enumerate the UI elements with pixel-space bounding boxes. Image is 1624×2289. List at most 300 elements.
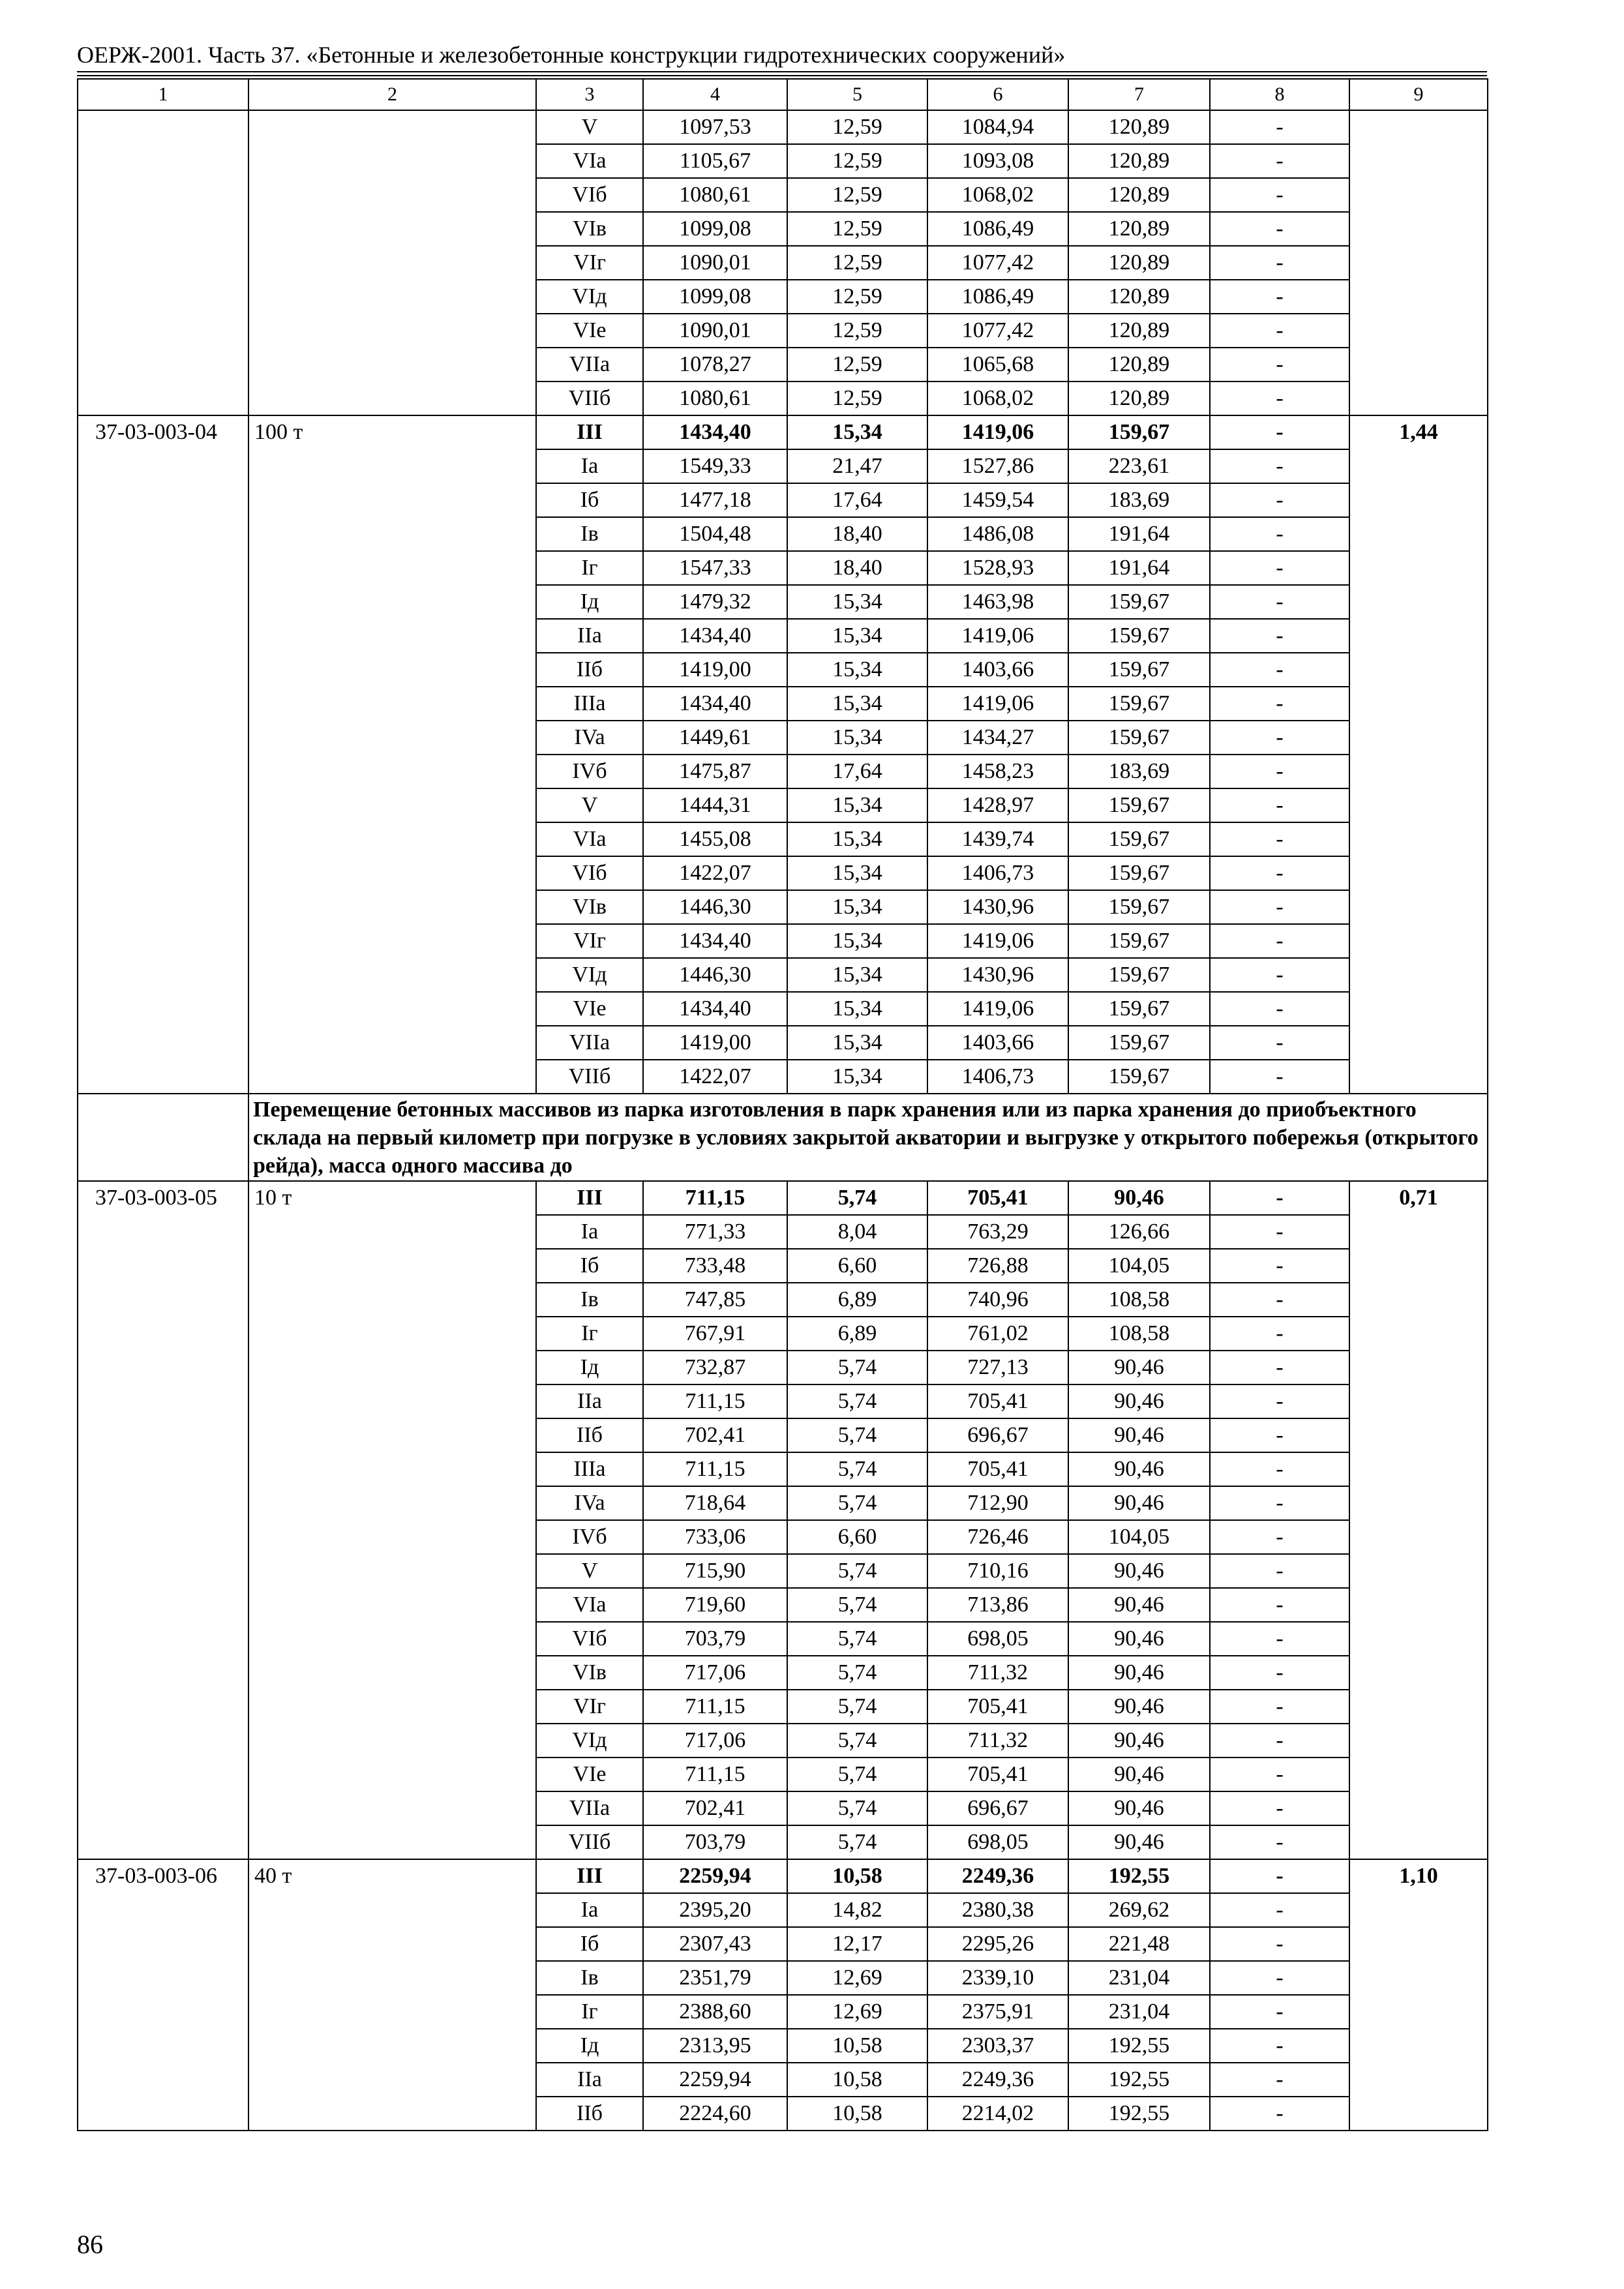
zone-cell: VIд	[536, 1724, 643, 1758]
zone-cell: IVa	[536, 1486, 643, 1520]
direct-cost-cell: 1097,53	[643, 110, 787, 144]
machinist-wages-cell: 159,67	[1068, 721, 1210, 755]
machine-cost-cell: 1403,66	[927, 1026, 1068, 1060]
materials-cell: -	[1210, 1452, 1349, 1486]
zone-cell: V	[536, 788, 643, 822]
column-number: 9	[1349, 79, 1488, 110]
wages-cell: 15,34	[787, 924, 927, 958]
machinist-wages-cell: 104,05	[1068, 1249, 1210, 1283]
header-rule-top	[77, 71, 1487, 72]
materials-cell: -	[1210, 1317, 1349, 1351]
machinist-wages-cell: 159,67	[1068, 788, 1210, 822]
machine-cost-cell: 2295,26	[927, 1927, 1068, 1961]
machinist-wages-cell: 90,46	[1068, 1622, 1210, 1656]
wages-cell: 6,60	[787, 1249, 927, 1283]
materials-cell: -	[1210, 1758, 1349, 1791]
column-number-row	[78, 79, 1488, 110]
wages-cell: 5,74	[787, 1418, 927, 1452]
wages-cell: 15,34	[787, 1060, 927, 1094]
materials-cell: -	[1210, 415, 1349, 449]
table-row	[78, 110, 1488, 144]
machine-cost-cell: 696,67	[927, 1791, 1068, 1825]
column-number: 7	[1068, 79, 1210, 110]
wages-cell: 12,17	[787, 1927, 927, 1961]
table-body	[78, 79, 1488, 2131]
machinist-wages-cell: 90,46	[1068, 1758, 1210, 1791]
direct-cost-cell: 1099,08	[643, 212, 787, 246]
materials-cell: -	[1210, 1283, 1349, 1317]
direct-cost-cell: 1422,07	[643, 856, 787, 890]
machine-cost-cell: 727,13	[927, 1351, 1068, 1384]
direct-cost-cell: 1549,33	[643, 449, 787, 483]
machinist-wages-cell: 191,64	[1068, 551, 1210, 585]
wages-cell: 5,74	[787, 1622, 927, 1656]
zone-cell: III	[536, 415, 643, 449]
machine-cost-cell: 705,41	[927, 1690, 1068, 1724]
materials-cell: -	[1210, 1026, 1349, 1060]
zone-cell: Iд	[536, 1351, 643, 1384]
direct-cost-cell: 2307,43	[643, 1927, 787, 1961]
materials-cell: -	[1210, 755, 1349, 788]
machine-cost-cell: 1084,94	[927, 110, 1068, 144]
machinist-wages-cell: 159,67	[1068, 1060, 1210, 1094]
materials-cell: -	[1210, 1995, 1349, 2029]
machinist-wages-cell: 159,67	[1068, 585, 1210, 619]
wages-cell: 5,74	[787, 1181, 927, 1215]
column-number: 8	[1210, 79, 1349, 110]
machinist-wages-cell: 159,67	[1068, 958, 1210, 992]
materials-cell: -	[1210, 1927, 1349, 1961]
direct-cost-cell: 1479,32	[643, 585, 787, 619]
direct-cost-cell: 2388,60	[643, 1995, 787, 2029]
machinist-wages-cell: 192,55	[1068, 2029, 1210, 2063]
machine-cost-cell: 1403,66	[927, 653, 1068, 687]
machine-cost-cell: 1419,06	[927, 415, 1068, 449]
wages-cell: 5,74	[787, 1825, 927, 1859]
zone-cell: IIб	[536, 653, 643, 687]
column-number: 2	[248, 79, 536, 110]
section-code-cell	[78, 1094, 248, 1181]
direct-cost-cell: 1446,30	[643, 890, 787, 924]
machinist-wages-cell: 120,89	[1068, 382, 1210, 415]
wages-cell: 5,74	[787, 1588, 927, 1622]
materials-cell: -	[1210, 687, 1349, 721]
machinist-wages-cell: 159,67	[1068, 653, 1210, 687]
zone-cell: VIe	[536, 1758, 643, 1791]
wages-cell: 15,34	[787, 958, 927, 992]
zone-cell: VIг	[536, 1690, 643, 1724]
materials-cell: -	[1210, 280, 1349, 314]
wages-cell: 12,59	[787, 178, 927, 212]
labor-cost-cell	[1349, 110, 1488, 415]
direct-cost-cell: 711,15	[643, 1452, 787, 1486]
direct-cost-cell: 2259,94	[643, 2063, 787, 2097]
machinist-wages-cell: 231,04	[1068, 1961, 1210, 1995]
direct-cost-cell: 2395,20	[643, 1893, 787, 1927]
machine-cost-cell: 763,29	[927, 1215, 1068, 1249]
wages-cell: 18,40	[787, 517, 927, 551]
zone-cell: VIIб	[536, 382, 643, 415]
machinist-wages-cell: 120,89	[1068, 144, 1210, 178]
machinist-wages-cell: 104,05	[1068, 1520, 1210, 1554]
wages-cell: 10,58	[787, 2029, 927, 2063]
machinist-wages-cell: 223,61	[1068, 449, 1210, 483]
machinist-wages-cell: 159,67	[1068, 856, 1210, 890]
machinist-wages-cell: 120,89	[1068, 110, 1210, 144]
zone-cell: VIe	[536, 992, 643, 1026]
zone-cell: Iд	[536, 585, 643, 619]
section-heading-row	[78, 1094, 1488, 1181]
zone-cell: VIг	[536, 246, 643, 280]
wages-cell: 6,89	[787, 1283, 927, 1317]
column-number: 5	[787, 79, 927, 110]
wages-cell: 15,34	[787, 788, 927, 822]
rate-name: 100 т	[248, 415, 536, 1094]
materials-cell: -	[1210, 1249, 1349, 1283]
direct-cost-cell: 1434,40	[643, 619, 787, 653]
machinist-wages-cell: 90,46	[1068, 1351, 1210, 1384]
direct-cost-cell: 702,41	[643, 1418, 787, 1452]
machine-cost-cell: 698,05	[927, 1825, 1068, 1859]
machinist-wages-cell: 120,89	[1068, 178, 1210, 212]
zone-cell: IVб	[536, 1520, 643, 1554]
rates-table	[77, 78, 1488, 2131]
direct-cost-cell: 1422,07	[643, 1060, 787, 1094]
direct-cost-cell: 2351,79	[643, 1961, 787, 1995]
zone-cell: Ia	[536, 449, 643, 483]
machinist-wages-cell: 90,46	[1068, 1825, 1210, 1859]
wages-cell: 17,64	[787, 755, 927, 788]
wages-cell: 5,74	[787, 1351, 927, 1384]
wages-cell: 14,82	[787, 1893, 927, 1927]
machinist-wages-cell: 159,67	[1068, 1026, 1210, 1060]
machinist-wages-cell: 183,69	[1068, 483, 1210, 517]
materials-cell: -	[1210, 1656, 1349, 1690]
materials-cell: -	[1210, 1588, 1349, 1622]
machine-cost-cell: 711,32	[927, 1656, 1068, 1690]
table-row	[78, 415, 1488, 449]
direct-cost-cell: 732,87	[643, 1351, 787, 1384]
materials-cell: -	[1210, 382, 1349, 415]
machinist-wages-cell: 120,89	[1068, 212, 1210, 246]
wages-cell: 5,74	[787, 1758, 927, 1791]
zone-cell: VIIб	[536, 1825, 643, 1859]
machinist-wages-cell: 90,46	[1068, 1452, 1210, 1486]
wages-cell: 15,34	[787, 822, 927, 856]
materials-cell: -	[1210, 992, 1349, 1026]
materials-cell: -	[1210, 856, 1349, 890]
zone-cell: VIд	[536, 280, 643, 314]
direct-cost-cell: 733,48	[643, 1249, 787, 1283]
wages-cell: 12,59	[787, 110, 927, 144]
zone-cell: Iв	[536, 1961, 643, 1995]
materials-cell: -	[1210, 517, 1349, 551]
materials-cell: -	[1210, 144, 1349, 178]
materials-cell: -	[1210, 1181, 1349, 1215]
header-rule-bottom	[77, 75, 1487, 76]
direct-cost-cell: 1419,00	[643, 1026, 787, 1060]
materials-cell: -	[1210, 822, 1349, 856]
direct-cost-cell: 1419,00	[643, 653, 787, 687]
rate-name: 10 т	[248, 1181, 536, 1859]
direct-cost-cell: 715,90	[643, 1554, 787, 1588]
labor-cost-cell: 1,10	[1349, 1859, 1488, 2131]
wages-cell: 10,58	[787, 2063, 927, 2097]
wages-cell: 10,58	[787, 1859, 927, 1893]
wages-cell: 18,40	[787, 551, 927, 585]
machine-cost-cell: 1419,06	[927, 924, 1068, 958]
materials-cell: -	[1210, 178, 1349, 212]
zone-cell: Iг	[536, 551, 643, 585]
materials-cell: -	[1210, 721, 1349, 755]
machinist-wages-cell: 191,64	[1068, 517, 1210, 551]
zone-cell: IIa	[536, 1384, 643, 1418]
materials-cell: -	[1210, 1384, 1349, 1418]
wages-cell: 5,74	[787, 1690, 927, 1724]
wages-cell: 12,59	[787, 348, 927, 382]
zone-cell: VIб	[536, 178, 643, 212]
wages-cell: 12,59	[787, 212, 927, 246]
direct-cost-cell: 719,60	[643, 1588, 787, 1622]
machine-cost-cell: 1086,49	[927, 212, 1068, 246]
machine-cost-cell: 1419,06	[927, 619, 1068, 653]
machine-cost-cell: 1434,27	[927, 721, 1068, 755]
direct-cost-cell: 1477,18	[643, 483, 787, 517]
materials-cell: -	[1210, 1859, 1349, 1893]
materials-cell: -	[1210, 1418, 1349, 1452]
materials-cell: -	[1210, 449, 1349, 483]
wages-cell: 8,04	[787, 1215, 927, 1249]
direct-cost-cell: 747,85	[643, 1283, 787, 1317]
machine-cost-cell: 2303,37	[927, 2029, 1068, 2063]
wages-cell: 5,74	[787, 1656, 927, 1690]
column-number: 4	[643, 79, 787, 110]
wages-cell: 15,34	[787, 585, 927, 619]
zone-cell: III	[536, 1181, 643, 1215]
direct-cost-cell: 1434,40	[643, 992, 787, 1026]
machine-cost-cell: 1439,74	[927, 822, 1068, 856]
zone-cell: IIa	[536, 619, 643, 653]
direct-cost-cell: 1434,40	[643, 415, 787, 449]
column-number: 3	[536, 79, 643, 110]
zone-cell: Iг	[536, 1995, 643, 2029]
machine-cost-cell: 1430,96	[927, 958, 1068, 992]
zone-cell: VIб	[536, 1622, 643, 1656]
materials-cell: -	[1210, 958, 1349, 992]
machinist-wages-cell: 126,66	[1068, 1215, 1210, 1249]
direct-cost-cell: 1434,40	[643, 924, 787, 958]
zone-cell: VIв	[536, 212, 643, 246]
direct-cost-cell: 1099,08	[643, 280, 787, 314]
machine-cost-cell: 698,05	[927, 1622, 1068, 1656]
machinist-wages-cell: 90,46	[1068, 1791, 1210, 1825]
zone-cell: VIв	[536, 890, 643, 924]
machine-cost-cell: 705,41	[927, 1758, 1068, 1791]
direct-cost-cell: 718,64	[643, 1486, 787, 1520]
wages-cell: 15,34	[787, 721, 927, 755]
direct-cost-cell: 1446,30	[643, 958, 787, 992]
wages-cell: 21,47	[787, 449, 927, 483]
machine-cost-cell: 1077,42	[927, 246, 1068, 280]
wages-cell: 6,60	[787, 1520, 927, 1554]
machine-cost-cell: 726,88	[927, 1249, 1068, 1283]
machinist-wages-cell: 231,04	[1068, 1995, 1210, 2029]
table-row	[78, 1181, 1488, 1215]
machine-cost-cell: 1419,06	[927, 992, 1068, 1026]
wages-cell: 5,74	[787, 1452, 927, 1486]
direct-cost-cell: 717,06	[643, 1656, 787, 1690]
zone-cell: VIIб	[536, 1060, 643, 1094]
column-number: 6	[927, 79, 1068, 110]
machine-cost-cell: 1406,73	[927, 1060, 1068, 1094]
machinist-wages-cell: 159,67	[1068, 992, 1210, 1026]
direct-cost-cell: 711,15	[643, 1758, 787, 1791]
zone-cell: V	[536, 1554, 643, 1588]
machine-cost-cell: 1068,02	[927, 178, 1068, 212]
direct-cost-cell: 1449,61	[643, 721, 787, 755]
materials-cell: -	[1210, 2029, 1349, 2063]
machine-cost-cell: 726,46	[927, 1520, 1068, 1554]
wages-cell: 15,34	[787, 653, 927, 687]
section-heading: Перемещение бетонных массивов из парка изготовления в парк хранения или из парка хранения до приобъектного склада на первый километр при погрузке в условиях закрытой акватории и выгрузке у открытого побережья (открытого рейда), масса одного массива до	[248, 1094, 1488, 1181]
materials-cell: -	[1210, 585, 1349, 619]
labor-cost-cell: 0,71	[1349, 1181, 1488, 1859]
materials-cell: -	[1210, 1215, 1349, 1249]
direct-cost-cell: 711,15	[643, 1384, 787, 1418]
machinist-wages-cell: 120,89	[1068, 280, 1210, 314]
machinist-wages-cell: 90,46	[1068, 1384, 1210, 1418]
machinist-wages-cell: 90,46	[1068, 1656, 1210, 1690]
machine-cost-cell: 1463,98	[927, 585, 1068, 619]
machinist-wages-cell: 90,46	[1068, 1418, 1210, 1452]
wages-cell: 17,64	[787, 483, 927, 517]
labor-cost-cell: 1,44	[1349, 415, 1488, 1094]
direct-cost-cell: 1080,61	[643, 382, 787, 415]
machine-cost-cell: 1430,96	[927, 890, 1068, 924]
machine-cost-cell: 1419,06	[927, 687, 1068, 721]
machinist-wages-cell: 120,89	[1068, 314, 1210, 348]
machine-cost-cell: 705,41	[927, 1384, 1068, 1418]
direct-cost-cell: 1105,67	[643, 144, 787, 178]
machinist-wages-cell: 192,55	[1068, 2097, 1210, 2131]
zone-cell: IIб	[536, 2097, 643, 2131]
zone-cell: VIIa	[536, 348, 643, 382]
rate-code: 37-03-003-04	[78, 415, 248, 1094]
wages-cell: 5,74	[787, 1486, 927, 1520]
machinist-wages-cell: 90,46	[1068, 1486, 1210, 1520]
rate-name	[248, 110, 536, 415]
page-number: 86	[77, 2230, 103, 2259]
direct-cost-cell: 733,06	[643, 1520, 787, 1554]
direct-cost-cell: 702,41	[643, 1791, 787, 1825]
wages-cell: 12,59	[787, 246, 927, 280]
machine-cost-cell: 2249,36	[927, 1859, 1068, 1893]
machine-cost-cell: 705,41	[927, 1181, 1068, 1215]
machinist-wages-cell: 90,46	[1068, 1181, 1210, 1215]
materials-cell: -	[1210, 1351, 1349, 1384]
zone-cell: VIг	[536, 924, 643, 958]
zone-cell: VIa	[536, 822, 643, 856]
wages-cell: 12,59	[787, 144, 927, 178]
direct-cost-cell: 703,79	[643, 1825, 787, 1859]
machinist-wages-cell: 108,58	[1068, 1283, 1210, 1317]
machine-cost-cell: 2375,91	[927, 1995, 1068, 2029]
wages-cell: 5,74	[787, 1554, 927, 1588]
wages-cell: 12,59	[787, 314, 927, 348]
zone-cell: Iб	[536, 1249, 643, 1283]
wages-cell: 15,34	[787, 856, 927, 890]
machinist-wages-cell: 90,46	[1068, 1724, 1210, 1758]
machine-cost-cell: 1068,02	[927, 382, 1068, 415]
direct-cost-cell: 703,79	[643, 1622, 787, 1656]
machine-cost-cell: 2214,02	[927, 2097, 1068, 2131]
rate-code	[78, 110, 248, 415]
machine-cost-cell: 1486,08	[927, 517, 1068, 551]
zone-cell: Iг	[536, 1317, 643, 1351]
materials-cell: -	[1210, 890, 1349, 924]
rate-code: 37-03-003-05	[78, 1181, 248, 1859]
machinist-wages-cell: 120,89	[1068, 246, 1210, 280]
rate-name: 40 т	[248, 1859, 536, 2131]
wages-cell: 12,69	[787, 1995, 927, 2029]
machinist-wages-cell: 159,67	[1068, 924, 1210, 958]
zone-cell: IVб	[536, 755, 643, 788]
machine-cost-cell: 740,96	[927, 1283, 1068, 1317]
zone-cell: IIIa	[536, 1452, 643, 1486]
zone-cell: Iв	[536, 1283, 643, 1317]
materials-cell: -	[1210, 619, 1349, 653]
machine-cost-cell: 2339,10	[927, 1961, 1068, 1995]
zone-cell: IIб	[536, 1418, 643, 1452]
materials-cell: -	[1210, 788, 1349, 822]
zone-cell: VIв	[536, 1656, 643, 1690]
wages-cell: 5,74	[787, 1791, 927, 1825]
direct-cost-cell: 1475,87	[643, 755, 787, 788]
machinist-wages-cell: 120,89	[1068, 348, 1210, 382]
materials-cell: -	[1210, 1554, 1349, 1588]
wages-cell: 5,74	[787, 1384, 927, 1418]
machine-cost-cell: 1459,54	[927, 483, 1068, 517]
zone-cell: Iв	[536, 517, 643, 551]
machine-cost-cell: 710,16	[927, 1554, 1068, 1588]
zone-cell: III	[536, 1859, 643, 1893]
machinist-wages-cell: 159,67	[1068, 822, 1210, 856]
machine-cost-cell: 761,02	[927, 1317, 1068, 1351]
machine-cost-cell: 1093,08	[927, 144, 1068, 178]
wages-cell: 15,34	[787, 415, 927, 449]
direct-cost-cell: 767,91	[643, 1317, 787, 1351]
direct-cost-cell: 1455,08	[643, 822, 787, 856]
machine-cost-cell: 1528,93	[927, 551, 1068, 585]
materials-cell: -	[1210, 314, 1349, 348]
machine-cost-cell: 711,32	[927, 1724, 1068, 1758]
machinist-wages-cell: 159,67	[1068, 415, 1210, 449]
zone-cell: Iб	[536, 1927, 643, 1961]
wages-cell: 6,89	[787, 1317, 927, 1351]
machinist-wages-cell: 108,58	[1068, 1317, 1210, 1351]
machinist-wages-cell: 192,55	[1068, 1859, 1210, 1893]
materials-cell: -	[1210, 483, 1349, 517]
wages-cell: 12,59	[787, 382, 927, 415]
materials-cell: -	[1210, 653, 1349, 687]
direct-cost-cell: 1444,31	[643, 788, 787, 822]
direct-cost-cell: 2313,95	[643, 2029, 787, 2063]
materials-cell: -	[1210, 2097, 1349, 2131]
materials-cell: -	[1210, 1825, 1349, 1859]
direct-cost-cell: 711,15	[643, 1690, 787, 1724]
table-row	[78, 1859, 1488, 1893]
direct-cost-cell: 1078,27	[643, 348, 787, 382]
